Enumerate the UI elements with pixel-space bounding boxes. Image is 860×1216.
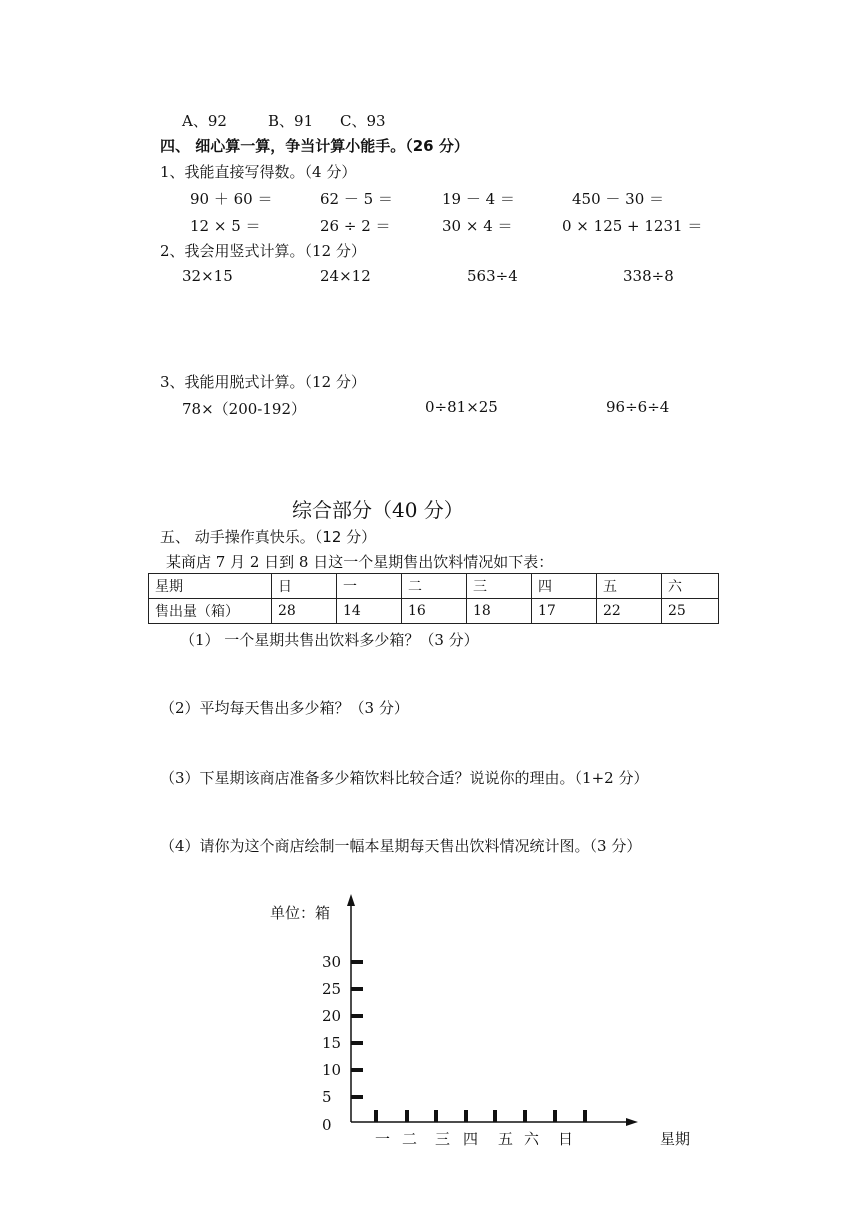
table-cell: 二 bbox=[402, 574, 467, 599]
x-axis-label: 星期 bbox=[660, 1130, 691, 1148]
choice-c: C、93 bbox=[340, 112, 386, 130]
section5-intro: 某商店 7 月 2 日到 8 日这一个星期售出饮料情况如下表： bbox=[166, 553, 554, 571]
comprehensive-title: 综合部分（40 分） bbox=[292, 498, 464, 522]
question-3: （3）下星期该商店准备多少箱饮料比较合适？说说你的理由。（1+2 分） bbox=[160, 769, 649, 787]
y-tick-label: 0 bbox=[322, 1116, 332, 1134]
q2-title: 2、我会用竖式计算。（12 分） bbox=[160, 242, 366, 260]
calc-r2-c2: 26 ÷ 2 ＝ bbox=[320, 217, 391, 235]
table-cell: 18 bbox=[467, 599, 532, 624]
bar-chart-template bbox=[260, 890, 720, 1155]
y-tick-label: 5 bbox=[322, 1088, 332, 1106]
table-cell: 五 bbox=[597, 574, 662, 599]
calc-r1-c2: 62 － 5 ＝ bbox=[320, 190, 393, 208]
table-cell: 16 bbox=[402, 599, 467, 624]
table-row bbox=[149, 599, 719, 624]
vertical-calc-4: 338÷8 bbox=[623, 267, 674, 285]
table-cell: 14 bbox=[337, 599, 402, 624]
calc-r1-c1: 90 ＋ 60 ＝ bbox=[190, 190, 273, 208]
x-category-label: 四 bbox=[463, 1130, 479, 1148]
x-category-label: 日 bbox=[558, 1130, 574, 1148]
table-cell: 售出量（箱） bbox=[149, 599, 272, 624]
calc-r1-c3: 19 － 4 ＝ bbox=[442, 190, 515, 208]
stepwise-calc-2: 0÷81×25 bbox=[425, 398, 498, 416]
table-cell: 六 bbox=[662, 574, 719, 599]
calc-r2-c3: 30 × 4 ＝ bbox=[442, 217, 513, 235]
q3-title: 3、我能用脱式计算。（12 分） bbox=[160, 373, 366, 391]
section5-title: 五、 动手操作真快乐。（12 分） bbox=[160, 528, 377, 546]
vertical-calc-3: 563÷4 bbox=[467, 267, 518, 285]
table-cell: 25 bbox=[662, 599, 719, 624]
table-cell: 四 bbox=[532, 574, 597, 599]
sales-table bbox=[148, 573, 719, 624]
table-cell: 一 bbox=[337, 574, 402, 599]
y-tick-label: 20 bbox=[322, 1007, 342, 1025]
x-category-label: 五 bbox=[498, 1130, 514, 1148]
x-category-label: 六 bbox=[524, 1130, 540, 1148]
question-4: （4）请你为这个商店绘制一幅本星期每天售出饮料情况统计图。（3 分） bbox=[160, 837, 642, 855]
x-category-label: 一 bbox=[375, 1130, 391, 1148]
table-cell: 日 bbox=[272, 574, 337, 599]
y-tick-label: 30 bbox=[322, 953, 342, 971]
table-cell: 星期 bbox=[149, 574, 272, 599]
table-cell: 28 bbox=[272, 599, 337, 624]
x-axis-arrow-icon bbox=[626, 1118, 638, 1126]
table-cell: 22 bbox=[597, 599, 662, 624]
table-header-row bbox=[149, 574, 719, 599]
vertical-calc-2: 24×12 bbox=[320, 267, 371, 285]
x-category-label: 三 bbox=[435, 1130, 451, 1148]
y-tick-label: 25 bbox=[322, 980, 342, 998]
q1-title: 1、我能直接写得数。（4 分） bbox=[160, 163, 357, 181]
choice-a: A、92 bbox=[182, 112, 227, 130]
table-cell: 三 bbox=[467, 574, 532, 599]
stepwise-calc-3: 96÷6÷4 bbox=[606, 398, 670, 416]
question-2: （2）平均每天售出多少箱？（3 分） bbox=[160, 699, 409, 717]
choice-b: B、91 bbox=[268, 112, 314, 130]
y-tick-label: 15 bbox=[322, 1034, 342, 1052]
calc-r2-c1: 12 × 5 ＝ bbox=[190, 217, 261, 235]
y-tick-label: 10 bbox=[322, 1061, 342, 1079]
stepwise-calc-1: 78×（200-192） bbox=[182, 400, 306, 418]
question-1: （1） 一个星期共售出饮料多少箱？（3 分） bbox=[180, 631, 479, 649]
y-axis-label: 单位：箱 bbox=[270, 904, 331, 922]
vertical-calc-1: 32×15 bbox=[182, 267, 233, 285]
y-axis-arrow-icon bbox=[347, 894, 355, 906]
calc-r2-c4: 0 × 125 + 1231 ＝ bbox=[562, 217, 703, 235]
x-category-label: 二 bbox=[402, 1130, 418, 1148]
table-cell: 17 bbox=[532, 599, 597, 624]
section4-title: 四、 细心算一算，争当计算小能手。（26 分） bbox=[160, 137, 469, 155]
calc-r1-c4: 450 － 30 ＝ bbox=[572, 190, 665, 208]
